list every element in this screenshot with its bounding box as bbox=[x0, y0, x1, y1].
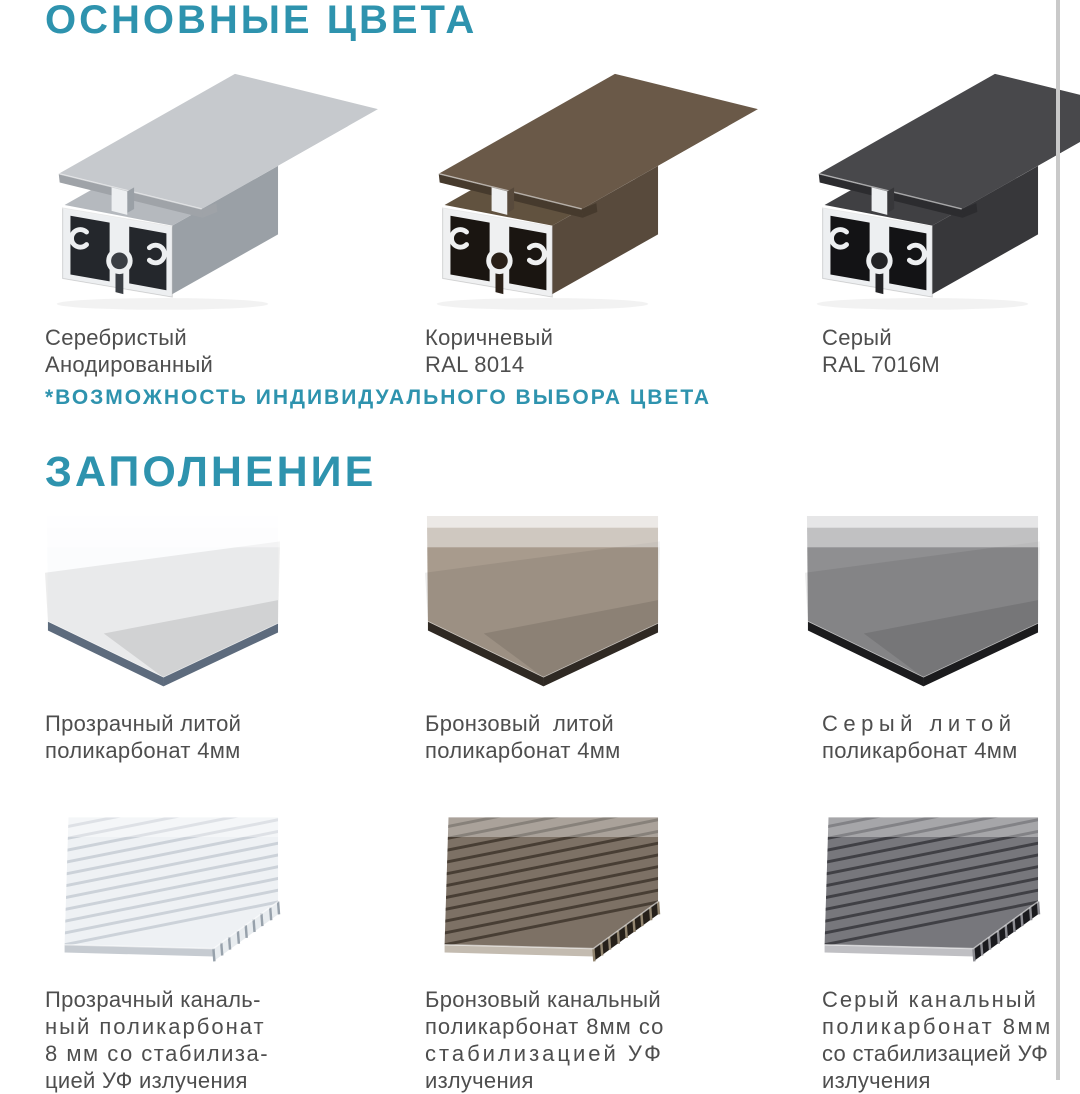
solid-sheet-label-bronze: Бронзовый литой поликарбонат 4мм bbox=[425, 711, 621, 763]
multiwall-sheet-card-bronze bbox=[425, 790, 660, 971]
profile-card-gray bbox=[805, 66, 1040, 311]
solid-sheet-image-bronze bbox=[425, 514, 660, 695]
multiwall-sheet-image-gray bbox=[805, 790, 1040, 971]
multiwall-sheet-image-bronze bbox=[425, 790, 660, 971]
profile-card-brown bbox=[425, 66, 660, 311]
profile-card-silver bbox=[45, 66, 280, 311]
solid-sheet-card-gray bbox=[805, 514, 1040, 695]
page-right-edge-line bbox=[1056, 0, 1060, 1080]
custom-color-note: *ВОЗМОЖНОСТЬ ИНДИВИДУАЛЬНОГО ВЫБОРА ЦВЕТА bbox=[45, 386, 712, 409]
solid-sheet-card-bronze bbox=[425, 514, 660, 695]
solid-sheet-label-gray: Серый литой поликарбонат 4мм bbox=[822, 711, 1018, 763]
profile-label-brown: Коричневый RAL 8014 bbox=[425, 325, 554, 377]
multiwall-sheet-label-bronze: Бронзовый канальный поликарбонат 8мм со стабилизацией УФ излучения bbox=[425, 987, 665, 1093]
profile-label-gray: Серый RAL 7016M bbox=[822, 325, 941, 377]
multiwall-sheet-card-gray bbox=[805, 790, 1040, 971]
multiwall-sheet-card-clear bbox=[45, 790, 280, 971]
profile-image-brown bbox=[425, 66, 660, 311]
multiwall-sheet-label-gray: Серый канальный поликарбонат 8мм со стабилизацией УФ излучения bbox=[822, 987, 1053, 1093]
solid-sheet-card-clear bbox=[45, 514, 280, 695]
section-title-filling: ЗАПОЛНЕНИЕ bbox=[45, 448, 377, 496]
solid-sheet-image-gray bbox=[805, 514, 1040, 695]
section-title-main-colors: ОСНОВНЫЕ ЦВЕТА bbox=[45, 0, 478, 42]
solid-sheet-label-clear: Прозрачный литой поликарбонат 4мм bbox=[45, 711, 242, 763]
profile-image-silver bbox=[45, 66, 280, 311]
multiwall-sheet-label-clear: Прозрачный каналь- ный поликарбонат 8 мм со стабилиза- цией УФ излучения bbox=[45, 987, 270, 1093]
profile-image-gray bbox=[805, 66, 1040, 311]
profile-label-silver: Серебристый Анодированный bbox=[45, 325, 214, 377]
solid-sheet-image-clear bbox=[45, 514, 280, 695]
multiwall-sheet-image-clear bbox=[45, 790, 280, 971]
